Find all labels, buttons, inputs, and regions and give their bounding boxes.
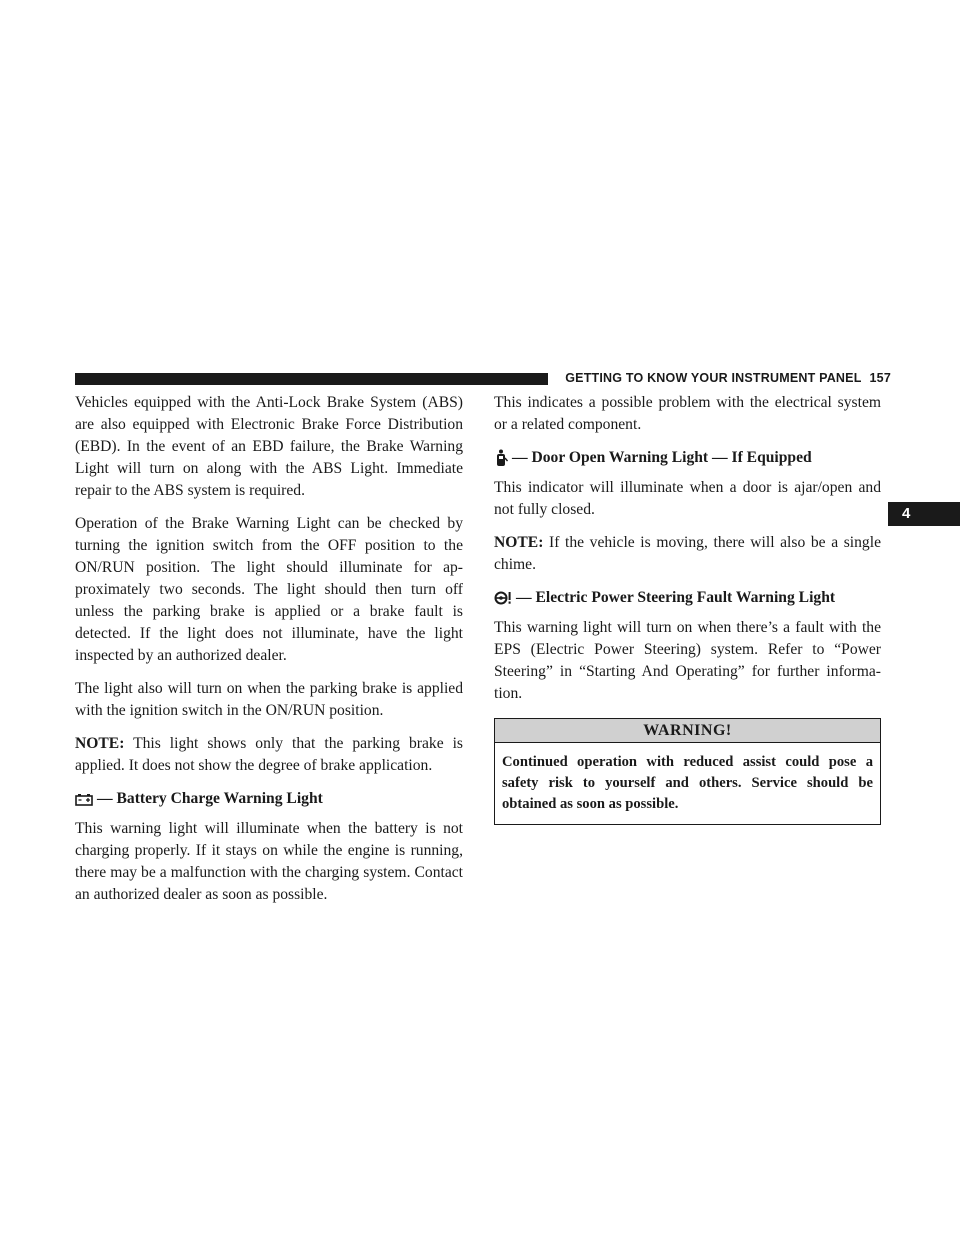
running-header xyxy=(565,371,891,385)
door-paragraph: This indicator will illuminate when a door is ajar/open and not fully closed. xyxy=(494,479,881,518)
left-column xyxy=(75,392,463,917)
door-note xyxy=(494,532,881,576)
warning-text: Continued operation with reduced assist could pose a safety risk to yourself and others. Service should be obtained as soon as possible. xyxy=(502,754,873,812)
note-text: If the vehicle is moving, there will also be a single chime. xyxy=(494,534,881,573)
steering-wheel-warning-icon xyxy=(494,591,512,605)
battery-paragraph: This warning light will illuminate when the battery is not charging properly. If it stays on while the engine is running, there may be a malfunction with the charging system. Contact an authorized dealer as soon as possible. xyxy=(75,820,463,903)
abs-ebd-paragraph: Vehicles equipped with the Anti-Lock Brake System (ABS) are also equipped with Electronic Brake Force Distribution (EBD). In the event of an EBD failure, the Brake Warning Light will turn on along with the ABS Light. Immediate repair to the ABS system is required. xyxy=(75,394,463,499)
battery-icon xyxy=(75,793,93,806)
right-column xyxy=(494,392,881,825)
warning-box xyxy=(494,718,881,825)
door-open-icon xyxy=(494,449,508,467)
door-heading-text: — Door Open Warning Light — If Equipped xyxy=(512,449,812,466)
parking-brake-note xyxy=(75,733,463,777)
electrical-paragraph: This indicates a possible problem with the electrical system or a related component. xyxy=(494,394,881,433)
note-label: NOTE: xyxy=(494,534,544,551)
note-text: This light shows only that the parking brake is applied. It does not show the degree of brake application. xyxy=(75,735,463,774)
eps-paragraph: This warning light will turn on when there’s a fault with the EPS (Electric Power Steering) system. Refer to “Power Steering” in “Starting And Operating” for further information. xyxy=(494,619,881,702)
header-rule xyxy=(75,373,548,385)
note-label: NOTE: xyxy=(75,735,125,752)
warning-title: WARNING! xyxy=(495,719,880,743)
battery-heading xyxy=(75,788,463,810)
eps-heading-text: — Electric Power Steering Fault Warning Light xyxy=(516,589,836,606)
parking-brake-paragraph: The light also will turn on when the parking brake is applied with the ignition switch in the ON/RUN position. xyxy=(75,680,463,719)
door-heading xyxy=(494,447,881,469)
eps-heading xyxy=(494,587,881,609)
page-number: 157 xyxy=(869,371,891,385)
chapter-tab: 4 xyxy=(888,502,960,526)
battery-heading-text: — Battery Charge Warning Light xyxy=(97,790,323,807)
brake-check-paragraph: Operation of the Brake Warning Light can be checked by turning the ignition switch from the OFF position to the ON/RUN position. The light should illuminate for approximately two seconds. The light should then turn off unless the parking brake is applied or a brake fault is detected. If the light does not illuminate, have the light inspected by an authorized dealer. xyxy=(75,515,463,664)
header-title: GETTING TO KNOW YOUR INSTRUMENT PANEL xyxy=(565,371,862,385)
